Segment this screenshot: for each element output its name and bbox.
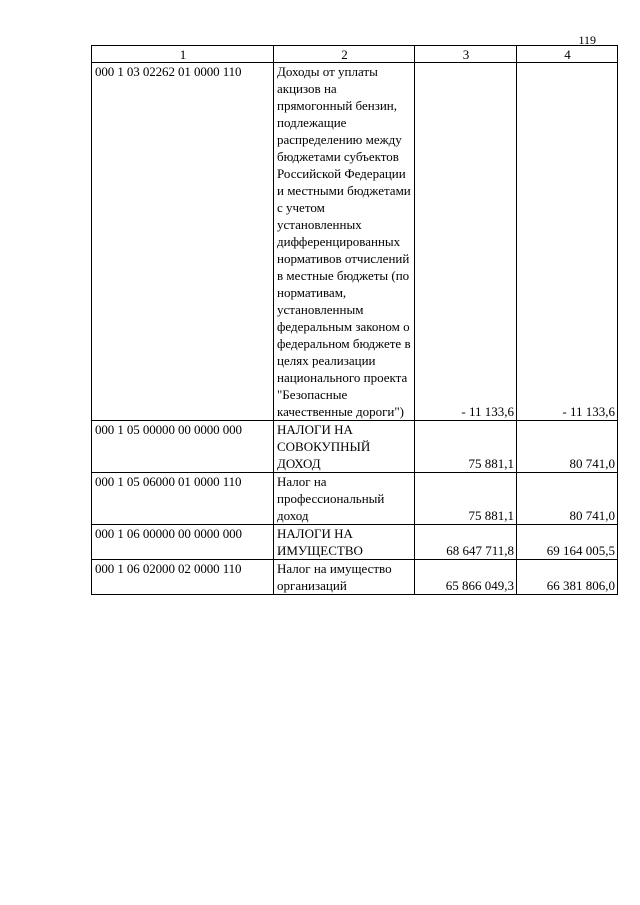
page-number: 119 [578,33,596,47]
table-row [92,525,618,560]
column-header-2: 2 [274,46,415,63]
income-name-cell: Налог на профессиональный доход [274,473,415,525]
column-header-4: 4 [517,46,618,63]
budget-code-cell: 000 1 06 02000 02 0000 110 [92,560,274,595]
income-name-cell: Налог на имущество организаций [274,560,415,595]
amount-col4-cell: 69 164 005,5 [517,525,618,560]
budget-code-cell: 000 1 06 00000 00 0000 000 [92,525,274,560]
amount-col4-cell: 80 741,0 [517,473,618,525]
income-name-cell: Доходы от уплаты акцизов на прямогонный бензин, подлежащие распределению между бюджетами субъектов Российской Федерации и местными бюджетами с учетом установленных дифференцированных нормативов отчислений в местные бюджеты (по нормативам, установленным федеральным законом о федеральном бюджете в целях реализации национального проекта "Безопасные качественные дороги") [274,63,415,421]
column-header-3: 3 [415,46,517,63]
amount-col3-cell: - 11 133,6 [415,63,517,421]
amount-col3-cell: 75 881,1 [415,421,517,473]
table-row [92,63,618,421]
table-row [92,421,618,473]
table-header-row [92,46,618,63]
amount-col3-cell: 65 866 049,3 [415,560,517,595]
column-header-1: 1 [92,46,274,63]
budget-code-cell: 000 1 05 00000 00 0000 000 [92,421,274,473]
table-row [92,560,618,595]
budget-code-cell: 000 1 03 02262 01 0000 110 [92,63,274,421]
amount-col4-cell: 80 741,0 [517,421,618,473]
amount-col4-cell: - 11 133,6 [517,63,618,421]
income-name-cell: НАЛОГИ НА СОВОКУПНЫЙ ДОХОД [274,421,415,473]
amount-col4-cell: 66 381 806,0 [517,560,618,595]
budget-revenue-table [91,45,618,595]
income-name-cell: НАЛОГИ НА ИМУЩЕСТВО [274,525,415,560]
amount-col3-cell: 75 881,1 [415,473,517,525]
budget-code-cell: 000 1 05 06000 01 0000 110 [92,473,274,525]
table-row [92,473,618,525]
amount-col3-cell: 68 647 711,8 [415,525,517,560]
